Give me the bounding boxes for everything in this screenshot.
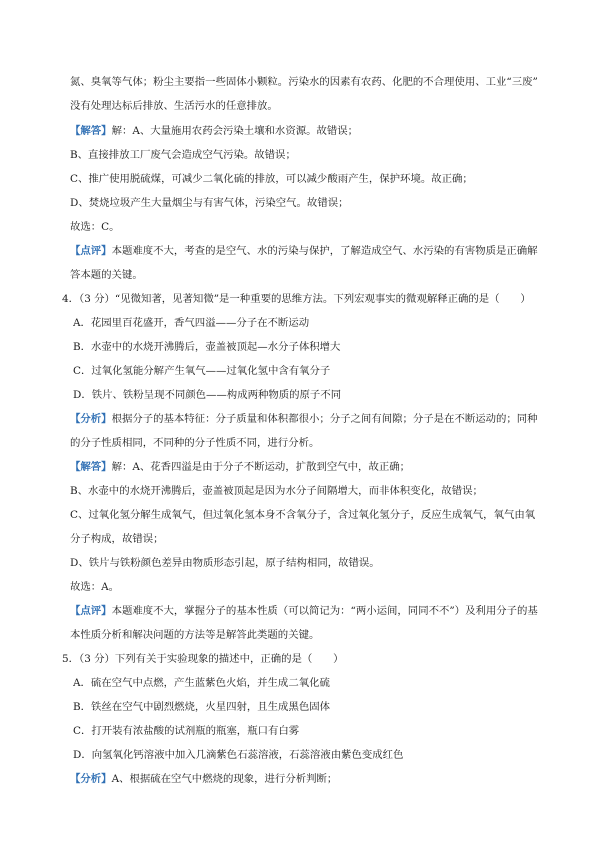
q5-stem: 5．（3 分）下列有关于实验现象的描述中，正确的是（ ） xyxy=(62,653,344,665)
analysis-tag: 【分析】 xyxy=(70,413,112,425)
q4-analysis-1 xyxy=(70,412,540,426)
intro-line-1: 氮、臭氧等气体；粉尘主要指一些固体小颗粒。污染水的因素有农药、化肥的不合理使用、工业“三废” xyxy=(70,76,538,88)
q4-answer-d: D、铁片与铁粉颜色差异由物质形态引起，原子结构相同，故错误。 xyxy=(70,557,380,569)
q3-answer-d: D、焚烧垃圾产生大量烟尘与有害气体，污染空气。故错误； xyxy=(70,197,349,209)
answer-text: 解：A、花香四溢是由于分子不断运动，扩散到空气中，故正确； xyxy=(111,461,411,473)
q4-stem: 4．（3 分）“见微知著，见著知微”是一种重要的思维方法。下列宏观事实的微观解释正确的是（ ） xyxy=(62,293,531,305)
comment-text: 本题难度不大，考查的是空气、水的污染与保护，了解造成空气、水污染的有害物质是正确解 xyxy=(111,245,538,257)
q4-answer-b: B、水壶中的水烧开沸腾后，壶盖被顶起是因为水分子间隔增大，而非体积变化，故错误； xyxy=(70,485,483,497)
q4-option-c: C．过氧化氢能分解产生氧气——过氧化氢中含有氧分子 xyxy=(73,365,331,377)
q4-answer-c-1: C、过氧化氢分解生成氧气，但过氧化氢本身不含氧分子，含过氧化氢分子，反应生成氧气，氧气由氧 xyxy=(70,509,536,521)
answer-tag: 【解答】 xyxy=(70,461,112,473)
q4-analysis-2: 的分子性质相同，不同种的分子性质不同，进行分析。 xyxy=(70,437,320,449)
q3-comment-1 xyxy=(70,244,540,258)
q3-answer-b: B、直接排放工厂废气会造成空气污染。故错误； xyxy=(70,149,296,161)
q4-comment-1 xyxy=(70,604,540,618)
intro-line-2: 没有处理达标后排放、生活污水的任意排放。 xyxy=(70,100,278,112)
q3-answer-a xyxy=(70,124,540,138)
answer-tag: 【解答】 xyxy=(70,125,112,137)
q4-comment-2: 本性质分析和解决问题的方法等是解答此类题的关键。 xyxy=(70,629,320,641)
q5-analysis-1 xyxy=(70,772,540,786)
q5-option-c: C．打开装有浓盐酸的试剂瓶的瓶塞，瓶口有白雾 xyxy=(73,725,300,737)
q4-answer-a xyxy=(70,460,540,474)
analysis-tag: 【分析】 xyxy=(70,773,112,785)
answer-text: 解：A、大量施用农药会污染土壤和水资源。故错误； xyxy=(111,125,359,137)
q4-option-b: B．水壶中的水烧开沸腾后，壶盖被顶起—水分子体积增大 xyxy=(73,341,341,353)
analysis-text: A、根据硫在空气中燃烧的现象，进行分析判断； xyxy=(111,773,338,785)
q3-comment-2: 答本题的关键。 xyxy=(70,269,143,281)
comment-tag: 【点评】 xyxy=(70,605,112,617)
q4-option-a: A．花园里百花盛开，香气四溢——分子在不断运动 xyxy=(73,317,310,329)
q5-option-b: B．铁丝在空气中剧烈燃烧，火星四射，且生成黑色固体 xyxy=(73,701,331,713)
q3-answer-c: C、推广使用脱硫煤，可减少二氧化硫的排放，可以减少酸雨产生，保护环境。故正确； xyxy=(70,173,473,185)
comment-text: 本题难度不大，掌握分子的基本性质（可以简记为：“两小运间，同同不不”）及利用分子的基 xyxy=(111,605,538,617)
q4-answer-c-2: 分子构成，故错误； xyxy=(70,533,164,545)
q5-option-d: D．向氢氧化钙溶液中加入几滴紫色石蕊溶液，石蕊溶液由紫色变成红色 xyxy=(73,749,404,761)
q4-option-d: D．铁片、铁粉呈现不同颜色——构成两种物质的原子不同 xyxy=(73,389,342,401)
q3-choice: 故选：C。 xyxy=(70,221,120,233)
comment-tag: 【点评】 xyxy=(70,245,112,257)
analysis-text: 根据分子的基本特征：分子质量和体积都很小；分子之间有间隙；分子是在不断运动的；同种 xyxy=(111,413,538,425)
q5-option-a: A．硫在空气中点燃，产生蓝紫色火焰，并生成二氧化硫 xyxy=(73,677,330,689)
q4-choice: 故选：A。 xyxy=(70,581,120,593)
